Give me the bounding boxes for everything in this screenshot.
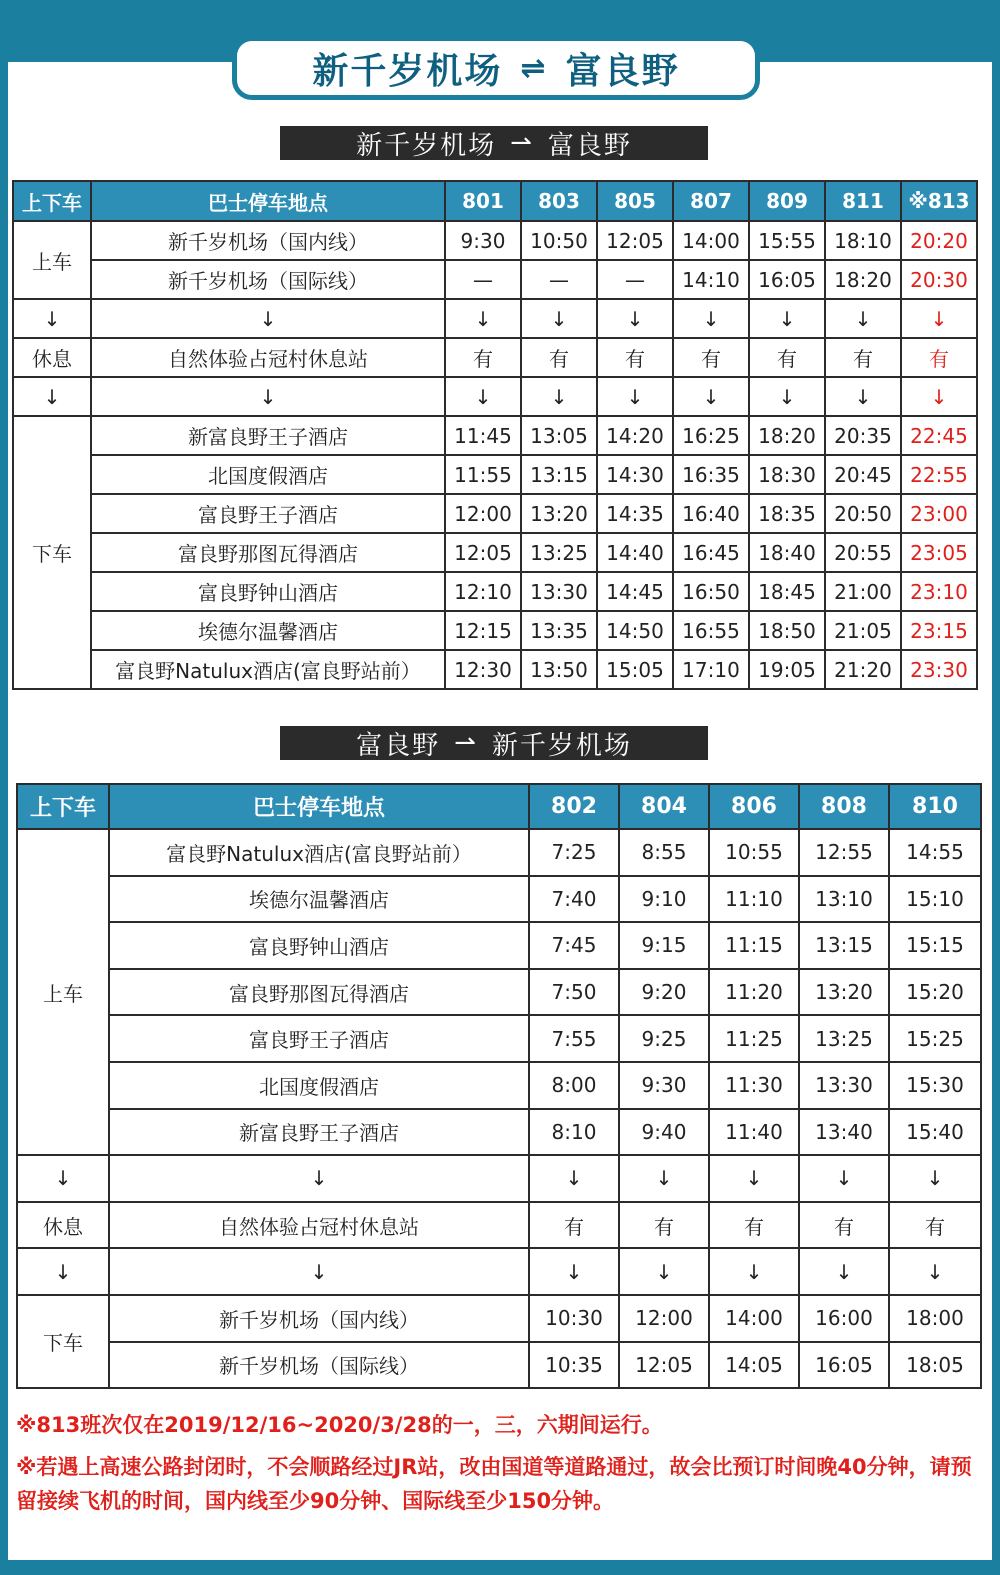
table-row xyxy=(13,533,977,572)
time-cell: 16:35 xyxy=(673,455,749,494)
bus-number-header: 808 xyxy=(799,784,889,829)
table-row xyxy=(17,1342,981,1389)
time-cell: 23:00 xyxy=(901,494,977,533)
rest-availability: 有 xyxy=(529,1202,619,1249)
time-cell: 9:40 xyxy=(619,1109,709,1156)
rest-row xyxy=(13,338,977,377)
rest-availability: 有 xyxy=(709,1202,799,1249)
time-cell: 20:20 xyxy=(901,221,977,260)
time-cell: 14:30 xyxy=(597,455,673,494)
time-cell: 16:05 xyxy=(799,1342,889,1389)
time-cell: 14:50 xyxy=(597,611,673,650)
stop-name: 北国度假酒店 xyxy=(109,1062,529,1109)
down-arrow-icon: ↓ xyxy=(445,377,521,416)
time-cell: 20:30 xyxy=(901,260,977,299)
time-cell: 15:05 xyxy=(597,650,673,689)
time-cell: 23:15 xyxy=(901,611,977,650)
down-arrow-icon: ↓ xyxy=(13,377,91,416)
table-row xyxy=(17,1015,981,1062)
stop-name: 富良野那图瓦得酒店 xyxy=(109,969,529,1016)
time-cell: 15:15 xyxy=(889,922,981,969)
time-cell: 14:20 xyxy=(597,416,673,455)
rest-availability: 有 xyxy=(673,338,749,377)
time-cell: 9:15 xyxy=(619,922,709,969)
down-arrow-icon: ↓ xyxy=(109,1155,529,1202)
time-cell: 13:05 xyxy=(521,416,597,455)
header-row xyxy=(13,181,977,221)
time-cell: 13:15 xyxy=(799,922,889,969)
time-cell: 23:10 xyxy=(901,572,977,611)
down-arrow-icon: ↓ xyxy=(673,299,749,338)
table-row xyxy=(17,1062,981,1109)
time-cell: 14:05 xyxy=(709,1342,799,1389)
time-cell: 16:55 xyxy=(673,611,749,650)
note-highway: ※若遇上高速公路封闭时，不会顺路经过JR站，改由国道等道路通过，故会比预订时间晚40分钟，请预留接续飞机的时间，国内线至少90分钟、国际线至少150分钟。 xyxy=(16,1455,972,1513)
time-cell: 14:40 xyxy=(597,533,673,572)
time-cell: 7:40 xyxy=(529,876,619,923)
rest-availability: 有 xyxy=(889,1202,981,1249)
banner-origin: 新千岁机场 xyxy=(312,50,503,92)
direction-arrow-icon: ⇀ xyxy=(454,728,478,758)
time-cell: 11:10 xyxy=(709,876,799,923)
time-cell: 12:05 xyxy=(597,221,673,260)
bus-number-header: 805 xyxy=(597,181,673,221)
time-cell: 7:50 xyxy=(529,969,619,1016)
bus-number-header: 802 xyxy=(529,784,619,829)
rest-availability: 有 xyxy=(901,338,977,377)
table-row xyxy=(13,260,977,299)
time-cell: 13:35 xyxy=(521,611,597,650)
timetable-airport-to-furano xyxy=(12,180,978,690)
stop-name: 富良野钟山酒店 xyxy=(109,922,529,969)
time-cell: 16:00 xyxy=(799,1295,889,1342)
rest-availability: 有 xyxy=(445,338,521,377)
rest-availability: 有 xyxy=(749,338,825,377)
time-cell: 20:35 xyxy=(825,416,901,455)
stop-name: 北国度假酒店 xyxy=(91,455,445,494)
down-arrow-icon: ↓ xyxy=(619,1155,709,1202)
time-cell: 10:55 xyxy=(709,829,799,876)
time-cell: 16:50 xyxy=(673,572,749,611)
down-arrow-icon: ↓ xyxy=(749,377,825,416)
time-cell: 13:15 xyxy=(521,455,597,494)
time-cell: 18:10 xyxy=(825,221,901,260)
down-arrow-icon: ↓ xyxy=(13,299,91,338)
bus-number-header: 801 xyxy=(445,181,521,221)
time-cell: 18:00 xyxy=(889,1295,981,1342)
stop-name: 富良野王子酒店 xyxy=(91,494,445,533)
time-cell: 12:05 xyxy=(445,533,521,572)
rest-availability: 有 xyxy=(619,1202,709,1249)
time-cell: 20:55 xyxy=(825,533,901,572)
time-cell: 8:55 xyxy=(619,829,709,876)
time-cell: 9:10 xyxy=(619,876,709,923)
rest-stop-name: 自然体验占冠村休息站 xyxy=(109,1202,529,1249)
time-cell: 12:55 xyxy=(799,829,889,876)
time-cell: 15:20 xyxy=(889,969,981,1016)
rest-label: 休息 xyxy=(17,1202,109,1249)
stop-name: 新富良野王子酒店 xyxy=(91,416,445,455)
time-cell: 11:55 xyxy=(445,455,521,494)
time-cell: 14:35 xyxy=(597,494,673,533)
stop-header: 巴士停车地点 xyxy=(109,784,529,829)
time-cell: 16:45 xyxy=(673,533,749,572)
rest-row xyxy=(17,1202,981,1249)
time-cell: 13:40 xyxy=(799,1109,889,1156)
rest-availability: 有 xyxy=(597,338,673,377)
table-row xyxy=(17,1109,981,1156)
stop-name: 富良野Natulux酒店(富良野站前） xyxy=(109,829,529,876)
time-cell: 18:40 xyxy=(749,533,825,572)
down-arrow-icon: ↓ xyxy=(799,1248,889,1295)
time-cell: 19:05 xyxy=(749,650,825,689)
table-row xyxy=(13,416,977,455)
section2-title xyxy=(280,726,708,760)
time-cell: — xyxy=(445,260,521,299)
bus-number-header: 806 xyxy=(709,784,799,829)
down-arrow-icon: ↓ xyxy=(91,299,445,338)
down-arrow-icon: ↓ xyxy=(889,1155,981,1202)
down-arrow-icon: ↓ xyxy=(597,377,673,416)
role-header: 上下车 xyxy=(13,181,91,221)
time-cell: 13:20 xyxy=(521,494,597,533)
arrow-row xyxy=(17,1155,981,1202)
table-row xyxy=(13,455,977,494)
time-cell: 9:25 xyxy=(619,1015,709,1062)
bus-number-header: 811 xyxy=(825,181,901,221)
stop-name: 新千岁机场（国际线） xyxy=(91,260,445,299)
table-row xyxy=(13,494,977,533)
alight-label: 下车 xyxy=(17,1295,109,1388)
time-cell: 11:30 xyxy=(709,1062,799,1109)
time-cell: 12:30 xyxy=(445,650,521,689)
down-arrow-icon: ↓ xyxy=(445,299,521,338)
time-cell: 13:30 xyxy=(799,1062,889,1109)
stop-name: 新千岁机场（国际线） xyxy=(109,1342,529,1389)
time-cell: 13:20 xyxy=(799,969,889,1016)
bidirectional-arrow-icon: ⇌ xyxy=(520,50,548,86)
time-cell: 21:00 xyxy=(825,572,901,611)
down-arrow-icon: ↓ xyxy=(91,377,445,416)
time-cell: 15:55 xyxy=(749,221,825,260)
time-cell: 9:20 xyxy=(619,969,709,1016)
time-cell: — xyxy=(597,260,673,299)
down-arrow-icon: ↓ xyxy=(17,1155,109,1202)
time-cell: — xyxy=(521,260,597,299)
time-cell: 21:05 xyxy=(825,611,901,650)
section2-to: 新千岁机场 xyxy=(491,730,632,761)
rest-availability: 有 xyxy=(825,338,901,377)
time-cell: 10:35 xyxy=(529,1342,619,1389)
down-arrow-icon: ↓ xyxy=(17,1248,109,1295)
time-cell: 13:25 xyxy=(799,1015,889,1062)
time-cell: 11:40 xyxy=(709,1109,799,1156)
time-cell: 9:30 xyxy=(445,221,521,260)
section1-from: 新千岁机场 xyxy=(356,130,497,161)
time-cell: 13:30 xyxy=(521,572,597,611)
section2-from: 富良野 xyxy=(356,730,441,761)
time-cell: 7:55 xyxy=(529,1015,619,1062)
time-cell: 23:30 xyxy=(901,650,977,689)
table-row xyxy=(17,1295,981,1342)
time-cell: 16:05 xyxy=(749,260,825,299)
time-cell: 18:35 xyxy=(749,494,825,533)
time-cell: 20:45 xyxy=(825,455,901,494)
stop-name: 新千岁机场（国内线） xyxy=(91,221,445,260)
down-arrow-icon: ↓ xyxy=(529,1155,619,1202)
time-cell: 15:30 xyxy=(889,1062,981,1109)
time-cell: 15:10 xyxy=(889,876,981,923)
down-arrow-icon: ↓ xyxy=(709,1155,799,1202)
down-arrow-icon: ↓ xyxy=(901,299,977,338)
time-cell: 15:40 xyxy=(889,1109,981,1156)
time-cell: 12:10 xyxy=(445,572,521,611)
board-label: 上车 xyxy=(13,221,91,299)
time-cell: 22:45 xyxy=(901,416,977,455)
time-cell: 11:15 xyxy=(709,922,799,969)
timetable-furano-to-airport xyxy=(16,783,982,1389)
time-cell: 10:30 xyxy=(529,1295,619,1342)
rest-label: 休息 xyxy=(13,338,91,377)
time-cell: 9:30 xyxy=(619,1062,709,1109)
time-cell: 18:05 xyxy=(889,1342,981,1389)
time-cell: 12:00 xyxy=(445,494,521,533)
time-cell: 16:40 xyxy=(673,494,749,533)
section1-to: 富良野 xyxy=(547,130,632,161)
bus-number-header: 804 xyxy=(619,784,709,829)
table-row xyxy=(17,876,981,923)
stop-name: 富良野Natulux酒店(富良野站前） xyxy=(91,650,445,689)
bus-number-header: 807 xyxy=(673,181,749,221)
note-813: ※813班次仅在2019/12/16~2020/3/28的一，三，六期间运行。 xyxy=(16,1413,663,1437)
time-cell: 18:20 xyxy=(825,260,901,299)
time-cell: 14:00 xyxy=(709,1295,799,1342)
time-cell: 13:25 xyxy=(521,533,597,572)
stop-name: 埃德尔温馨酒店 xyxy=(91,611,445,650)
time-cell: 23:05 xyxy=(901,533,977,572)
time-cell: 22:55 xyxy=(901,455,977,494)
time-cell: 12:05 xyxy=(619,1342,709,1389)
role-header: 上下车 xyxy=(17,784,109,829)
time-cell: 10:50 xyxy=(521,221,597,260)
time-cell: 15:25 xyxy=(889,1015,981,1062)
down-arrow-icon: ↓ xyxy=(673,377,749,416)
table-row xyxy=(13,221,977,260)
alight-label: 下车 xyxy=(13,416,91,689)
time-cell: 12:15 xyxy=(445,611,521,650)
down-arrow-icon: ↓ xyxy=(889,1248,981,1295)
time-cell: 20:50 xyxy=(825,494,901,533)
stop-name: 新千岁机场（国内线） xyxy=(109,1295,529,1342)
time-cell: 14:45 xyxy=(597,572,673,611)
time-cell: 13:10 xyxy=(799,876,889,923)
time-cell: 7:45 xyxy=(529,922,619,969)
bus-number-header: 810 xyxy=(889,784,981,829)
table-row xyxy=(13,611,977,650)
banner-destination: 富良野 xyxy=(565,50,680,92)
time-cell: 12:00 xyxy=(619,1295,709,1342)
section1-title xyxy=(280,126,708,160)
down-arrow-icon: ↓ xyxy=(529,1248,619,1295)
header-row xyxy=(17,784,981,829)
bus-number-header: ※813 xyxy=(901,181,977,221)
arrow-row xyxy=(13,299,977,338)
down-arrow-icon: ↓ xyxy=(597,299,673,338)
stop-name: 富良野王子酒店 xyxy=(109,1015,529,1062)
down-arrow-icon: ↓ xyxy=(521,299,597,338)
down-arrow-icon: ↓ xyxy=(799,1155,889,1202)
route-banner xyxy=(232,36,760,100)
time-cell: 11:25 xyxy=(709,1015,799,1062)
time-cell: 18:50 xyxy=(749,611,825,650)
time-cell: 8:10 xyxy=(529,1109,619,1156)
time-cell: 18:20 xyxy=(749,416,825,455)
bus-number-header: 803 xyxy=(521,181,597,221)
down-arrow-icon: ↓ xyxy=(749,299,825,338)
stop-header: 巴士停车地点 xyxy=(91,181,445,221)
table-row xyxy=(13,572,977,611)
stop-name: 埃德尔温馨酒店 xyxy=(109,876,529,923)
time-cell: 7:25 xyxy=(529,829,619,876)
stop-name: 富良野钟山酒店 xyxy=(91,572,445,611)
down-arrow-icon: ↓ xyxy=(901,377,977,416)
time-cell: 13:50 xyxy=(521,650,597,689)
rest-stop-name: 自然体验占冠村休息站 xyxy=(91,338,445,377)
table-row xyxy=(17,829,981,876)
down-arrow-icon: ↓ xyxy=(109,1248,529,1295)
down-arrow-icon: ↓ xyxy=(825,377,901,416)
time-cell: 18:45 xyxy=(749,572,825,611)
down-arrow-icon: ↓ xyxy=(709,1248,799,1295)
time-cell: 14:10 xyxy=(673,260,749,299)
stop-name: 富良野那图瓦得酒店 xyxy=(91,533,445,572)
time-cell: 14:00 xyxy=(673,221,749,260)
time-cell: 18:30 xyxy=(749,455,825,494)
arrow-row xyxy=(13,377,977,416)
time-cell: 8:00 xyxy=(529,1062,619,1109)
table-row xyxy=(17,922,981,969)
direction-arrow-icon: ⇀ xyxy=(510,128,534,158)
down-arrow-icon: ↓ xyxy=(825,299,901,338)
board-label: 上车 xyxy=(17,829,109,1155)
time-cell: 21:20 xyxy=(825,650,901,689)
time-cell: 11:20 xyxy=(709,969,799,1016)
time-cell: 14:55 xyxy=(889,829,981,876)
rest-availability: 有 xyxy=(799,1202,889,1249)
table-row xyxy=(13,650,977,689)
table-row xyxy=(17,969,981,1016)
arrow-row xyxy=(17,1248,981,1295)
time-cell: 11:45 xyxy=(445,416,521,455)
down-arrow-icon: ↓ xyxy=(619,1248,709,1295)
stop-name: 新富良野王子酒店 xyxy=(109,1109,529,1156)
time-cell: 16:25 xyxy=(673,416,749,455)
down-arrow-icon: ↓ xyxy=(521,377,597,416)
time-cell: 17:10 xyxy=(673,650,749,689)
bus-number-header: 809 xyxy=(749,181,825,221)
rest-availability: 有 xyxy=(521,338,597,377)
